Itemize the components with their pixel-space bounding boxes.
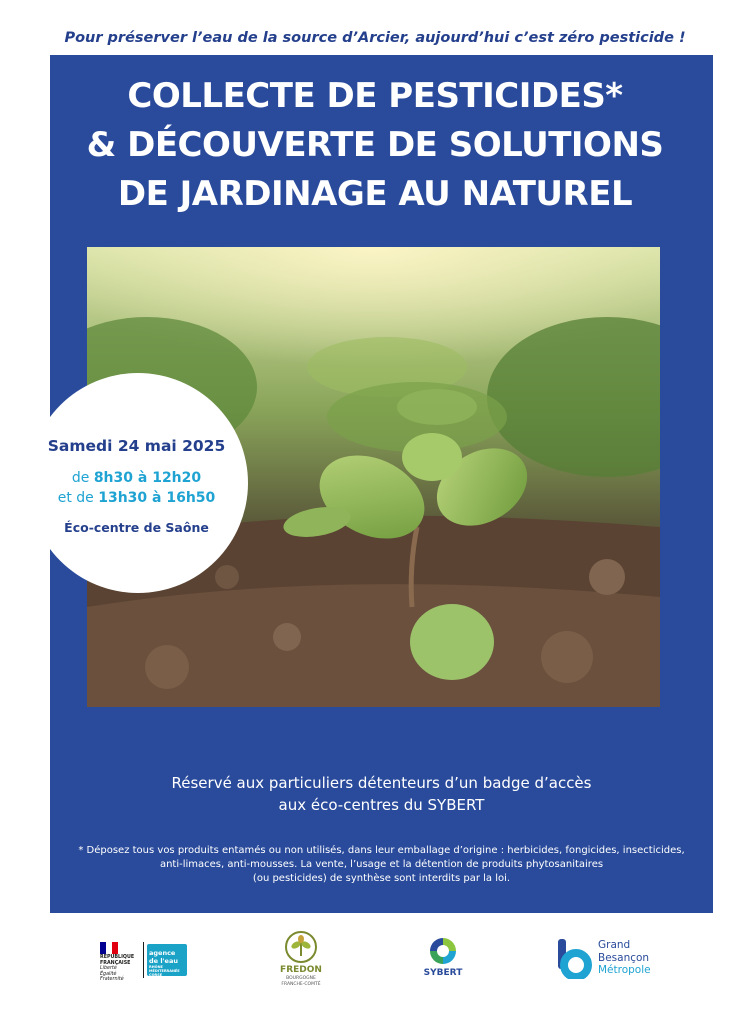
tagline: Pour préserver l’eau de la source d’Arcier, aujourd’hui c’est zéro pesticide ! (64, 30, 686, 46)
headline (0, 72, 750, 219)
gbm-b-icon (556, 939, 594, 979)
hours-afternoon-value: 13h30 à 16h50 (98, 490, 216, 506)
rf-line-4: Égalité (100, 971, 117, 977)
hours-afternoon-prefix: et de (57, 490, 99, 506)
fredon-sub-2: FRANCHE-COMTÉ (281, 981, 321, 987)
agence-line-3: RHÔNE MÉDITERRANÉE CORSE (149, 965, 180, 977)
agence-line-2: de l'eau (149, 957, 178, 965)
reserved-line-2: aux éco-centres du SYBERT (278, 796, 485, 814)
footnote (50, 844, 713, 886)
sybert-logo (415, 935, 471, 983)
headline-line-3: DE JARDINAGE AU NATUREL (117, 174, 633, 214)
event-hours-afternoon (0, 490, 273, 506)
gbm-text (598, 939, 651, 977)
agence-line-1: agence (149, 949, 176, 957)
event-place: Éco-centre de Saône (64, 520, 209, 535)
hours-morning-value: 8h30 à 12h20 (93, 470, 202, 486)
rf-line-2: FRANÇAISE (100, 960, 131, 966)
agence-eau-logo (147, 944, 187, 976)
republique-francaise-logo (100, 942, 190, 983)
sybert-swirl-icon (427, 935, 459, 967)
side-credit: Direction communication Grand Besançon Métropole · IMPRIM'VERT® Imprimerie municipale (718, 249, 724, 505)
footnote-line-3: (ou pesticides) de synthèse sont interdits par la loi. (252, 873, 511, 884)
event-hours-morning (0, 470, 273, 486)
footnote-line-1: * Déposez tous vos produits entamés ou non utilisés, dans leur emballage d’origine : herbicides, fongicides, insecticides, (78, 845, 685, 856)
fredon-leaf-icon (284, 930, 318, 964)
rf-line-1: RÉPUBLIQUE (100, 955, 135, 960)
fredon-sub-1: BOURGOGNE (286, 976, 316, 981)
fredon-logo (270, 930, 332, 990)
hours-morning-prefix: de (71, 470, 94, 486)
reserved-line-1: Réservé aux particuliers détenteurs d’un badge d’accès (171, 774, 592, 792)
rf-separator (143, 942, 144, 978)
headline-line-1: COLLECTE DE PESTICIDES* (127, 76, 623, 116)
rf-text (100, 955, 134, 983)
rf-line-3: Liberté (100, 966, 117, 972)
agence-eau-text (149, 949, 187, 977)
grand-besancon-logo (556, 939, 666, 979)
headline-line-2: & DÉCOUVERTE DE SOLUTIONS (86, 125, 664, 165)
rf-line-5: Fraternité (100, 977, 124, 983)
fredon-name: FREDON (280, 965, 322, 975)
gbm-line-2: Besançon (598, 951, 650, 964)
fredon-sub (270, 976, 332, 987)
footnote-line-2: anti-limaces, anti-mousses. La vente, l’usage et la détention de produits phytosanitaires (159, 859, 604, 870)
sybert-name: SYBERT (423, 968, 463, 978)
gbm-line-1: Grand (598, 939, 631, 951)
reserved-notice (0, 772, 750, 816)
gbm-line-3: Métropole (598, 964, 651, 976)
event-date: Samedi 24 mai 2025 (47, 437, 226, 455)
marianne-icon (100, 942, 118, 954)
